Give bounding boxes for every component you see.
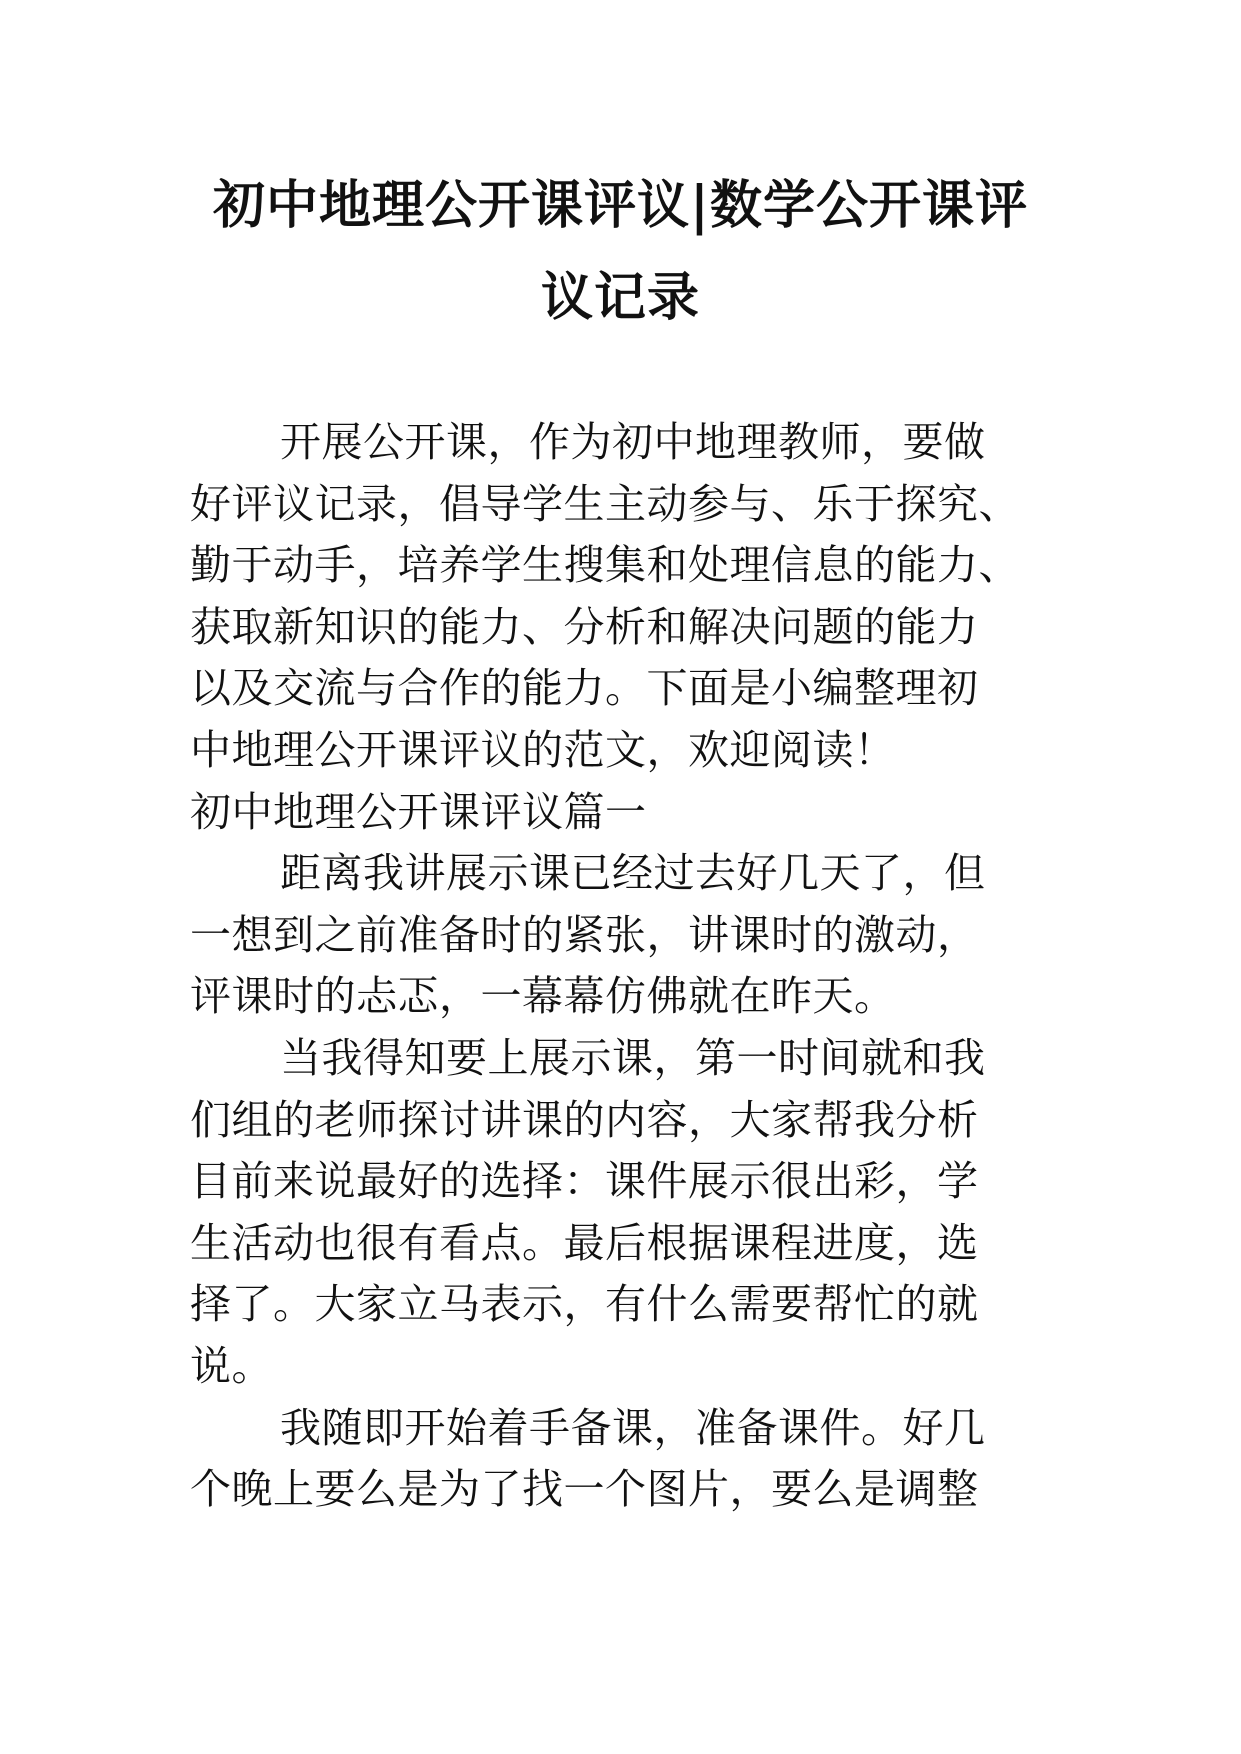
title-line-2: 议记录 xyxy=(540,267,700,328)
document-title xyxy=(150,160,1091,344)
body-line: 我随即开始着手备课，准备课件。好几 xyxy=(280,1403,986,1452)
body-line: 评课时的忐忑，一幕幕仿佛就在昨天。 xyxy=(190,972,896,1021)
body-line: 说。 xyxy=(190,1341,273,1390)
document-body xyxy=(190,412,1060,1521)
body-line: 开展公开课，作为初中地理教师，要做 xyxy=(280,418,986,466)
body-line: 们组的老师探讨讲课的内容，大家帮我分析 xyxy=(190,1095,979,1144)
body-line: 好评议记录，倡导学生主动参与、乐于探究、 xyxy=(190,479,1020,528)
body-line: 目前来说最好的选择：课件展示很出彩，学 xyxy=(190,1157,979,1206)
body-line: 一想到之前准备时的紧张，讲课时的激动， xyxy=(190,910,979,959)
body-line: 当我得知要上展示课，第一时间就和我 xyxy=(280,1033,986,1082)
body-line: 择了。大家立马表示，有什么需要帮忙的就 xyxy=(190,1280,979,1329)
body-line: 勤于动手，培养学生搜集和处理信息的能力、 xyxy=(190,541,1020,590)
body-line: 距离我讲展示课已经过去好几天了，但 xyxy=(280,849,986,898)
body-line: 中地理公开课评议的范文，欢迎阅读！ xyxy=(190,725,896,774)
title-line-1: 初中地理公开课评议|数学公开课评 xyxy=(213,175,1028,236)
section-heading: 初中地理公开课评议篇一 xyxy=(190,787,647,836)
body-line: 生活动也很有看点。最后根据课程进度，选 xyxy=(190,1218,979,1267)
body-line: 获取新知识的能力、分析和解决问题的能力 xyxy=(190,602,979,651)
body-line: 以及交流与合作的能力。下面是小编整理初 xyxy=(190,664,979,713)
body-line: 个晚上要么是为了找一个图片，要么是调整 xyxy=(190,1465,979,1514)
